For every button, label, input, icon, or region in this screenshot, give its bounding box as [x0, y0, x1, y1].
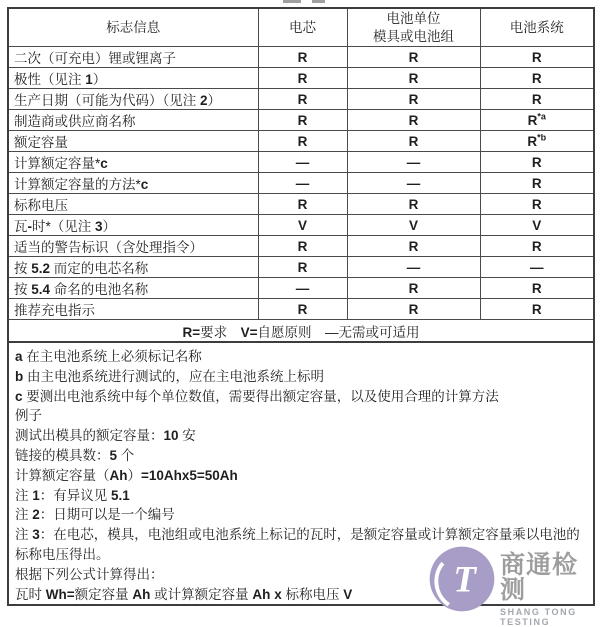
table-row — [8, 68, 594, 89]
requirement-cell: R — [480, 47, 594, 68]
requirement-cell: R — [347, 89, 480, 110]
table-row — [8, 215, 594, 236]
note-line: 瓦时 Wh=额定容量 Ah 或计算额定容量 Ah x 标称电压 V — [15, 586, 353, 602]
requirement-cell: $R^{*b}$ — [480, 131, 594, 152]
requirement-cell: — — [347, 173, 480, 194]
requirement-cell: R — [480, 194, 594, 215]
note-line: a 在主电池系统上必须标记名称 — [15, 349, 202, 365]
requirement-cell: R — [480, 68, 594, 89]
table-row — [8, 152, 594, 173]
requirement-cell: R — [258, 68, 347, 89]
column-header-marking-info: 标志信息 — [8, 8, 258, 47]
requirement-cell: R — [347, 68, 480, 89]
table-row — [8, 278, 594, 299]
row-label: 按 5.4 命名的电池名称 — [8, 278, 258, 299]
note-line: 根据下列公式计算得出： — [15, 566, 164, 582]
requirement-cell: R — [258, 299, 347, 320]
watermark-name-cn: 商通检测 — [500, 551, 579, 604]
table-row — [8, 89, 594, 110]
requirement-cell: R — [258, 236, 347, 257]
note-line: 注 3：在电芯，模具，电池组或电池系统上标记的瓦时，是额定容量或计算额定容量乘以电池的标称电压得出。 — [15, 527, 580, 563]
requirement-cell: — — [258, 278, 347, 299]
table-row — [8, 257, 594, 278]
svg-text:T: T — [453, 558, 476, 600]
requirement-cell: R — [480, 152, 594, 173]
requirement-cell: R — [347, 47, 480, 68]
requirement-cell: R — [258, 194, 347, 215]
column-header-battery-system: 电池系统 — [480, 8, 594, 47]
table-row — [8, 47, 594, 68]
row-label: 按 5.2 而定的电芯名称 — [8, 257, 258, 278]
requirement-cell: R — [480, 89, 594, 110]
row-label: 标称电压 — [8, 194, 258, 215]
requirement-cell: — — [258, 152, 347, 173]
requirement-cell: R — [347, 110, 480, 131]
document-body — [7, 7, 595, 602]
shangtong-logo-icon — [429, 546, 495, 612]
row-label: 计算额定容量*c — [8, 152, 258, 173]
requirement-cell: — — [480, 257, 594, 278]
requirement-cell: — — [258, 173, 347, 194]
watermark-text — [500, 546, 601, 627]
row-label: 额定容量 — [8, 131, 258, 152]
table-row — [8, 173, 594, 194]
table-header — [8, 8, 594, 47]
legend-body — [8, 320, 594, 343]
requirement-cell: R — [258, 257, 347, 278]
table-row — [8, 299, 594, 320]
watermark-logo — [429, 546, 601, 627]
table-row — [8, 236, 594, 257]
note-line: 链接的模具数：5 个 — [15, 448, 135, 464]
requirement-cell: R — [258, 89, 347, 110]
row-label: 适当的警告标识（含处理指令） — [8, 236, 258, 257]
requirement-cell: R — [258, 110, 347, 131]
column-header-cell: 电芯 — [258, 8, 347, 47]
row-label: 极性（见注 1） — [8, 68, 258, 89]
row-label: 制造商或供应商名称 — [8, 110, 258, 131]
requirement-cell: V — [347, 215, 480, 236]
header-row — [8, 8, 594, 47]
marking-requirements-table — [7, 7, 595, 343]
row-label: 生产日期（可能为代码）（见注 2） — [8, 89, 258, 110]
requirement-cell: $R^{*a}$ — [480, 110, 594, 131]
cropped-title-remnant — [283, 0, 301, 3]
legend-text: R=要求 V=自愿原则 —无需或可适用 — [8, 320, 594, 343]
requirement-cell: — — [347, 257, 480, 278]
table-row — [8, 131, 594, 152]
row-label: 二次（可充电）锂或锂离子 — [8, 47, 258, 68]
requirement-cell: R — [480, 236, 594, 257]
requirement-cell: R — [258, 47, 347, 68]
requirement-cell: R — [258, 131, 347, 152]
row-label: 计算额定容量的方法*c — [8, 173, 258, 194]
requirement-cell: R — [480, 173, 594, 194]
requirement-cell: R — [347, 299, 480, 320]
row-label: 瓦-时*（见注 3） — [8, 215, 258, 236]
note-line: 注 1：有异议见 5.1 — [15, 487, 130, 503]
requirement-cell: R — [347, 194, 480, 215]
note-line: 例子 — [15, 408, 42, 424]
legend-row — [8, 320, 594, 343]
table-row — [8, 110, 594, 131]
requirement-cell: — — [347, 152, 480, 173]
requirement-cell: R — [347, 236, 480, 257]
marking-table-body — [8, 47, 594, 320]
table-row — [8, 194, 594, 215]
watermark-name-en: SHANG TONG TESTING — [500, 607, 577, 627]
requirement-cell: V — [258, 215, 347, 236]
cropped-title-remnant — [312, 0, 325, 3]
note-line: b 由主电池系统进行测试的，应在主电池系统上标明 — [15, 368, 325, 384]
row-label: 推荐充电指示 — [8, 299, 258, 320]
note-line: 测试出模具的额定容量：10 安 — [15, 428, 196, 444]
column-header-battery-unit: 电池单位 模具或电池组 — [347, 8, 480, 47]
note-line: 注 2：日期可以是一个编号 — [15, 507, 175, 523]
requirement-cell: R — [347, 278, 480, 299]
requirement-cell: V — [480, 215, 594, 236]
requirement-cell: R — [480, 278, 594, 299]
requirement-cell: R — [347, 131, 480, 152]
note-line: 计算额定容量（Ah）=10Ahx5=50Ah — [15, 467, 238, 483]
requirement-cell: R — [480, 299, 594, 320]
note-line: c 要测出电池系统中每个单位数值，需要得出额定容量，以及使用合理的计算方法 — [15, 388, 499, 404]
